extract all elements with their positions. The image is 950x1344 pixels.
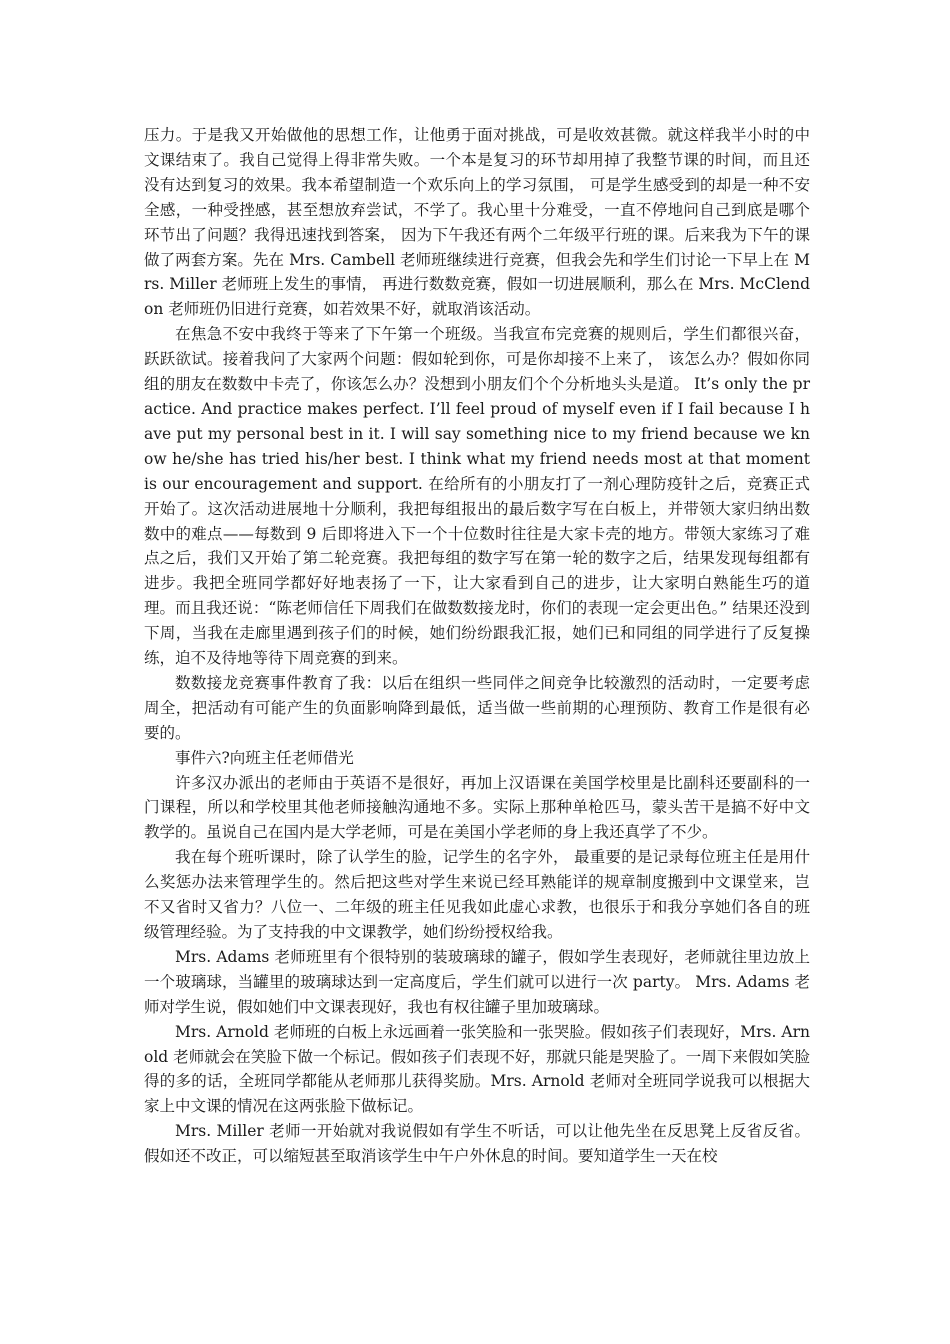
paragraph-2: 在焦急不安中我终于等来了下午第一个班级。当我宣布完竞赛的规则后，学生们都很兴奋，跃跃欲试。接着我问了大家两个问题：假如轮到你，可是你却接不上来了， 该怎么办？假如你同组的朋友在数数中卡壳了，你该怎么办？没想到小朋友们个个分析地头头是道。 It’s only the practice. And practice makes perfect. I’ll feel proud of myself even if I fail because I have put my personal best in it. I will say something nice to my friend because we know he/she has tried his/her best. I think what my friend needs most at that moment is our encouragement and support. 在给所有的小朋友打了一剂心理防疫针之后，竞赛正式开始了。这次活动进展地十分顺利，我把每组报出的最后数字写在白板上，并带领大家归纳出数数中的难点——每数到 9 后即将进入下一个十位数时往往是大家卡壳的地方。带领大家练习了难点之后，我们又开始了第二轮竞赛。我把每组的数字写在第一轮的数字之后，结果发现每组都有进步。我把全班同学都好好地表扬了一下，让大家看到自己的进步，让大家明白熟能生巧的道理。而且我还说：“陈老师信任下周我们在做数数接龙时，你们的表现一定会更出色。” 结果还没到下周，当我在走廊里遇到孩子们的时候，她们纷纷跟我汇报，她们已和同组的同学进行了反复操练，迫不及待地等待下周竞赛的到来。 <box>144 325 810 668</box>
paragraph-4: 许多汉办派出的老师由于英语不是很好，再加上汉语课在美国学校里是比副科还要副科的一门课程，所以和学校里其他老师接触沟通地不多。实际上那种单枪匹马，蒙头苦干是搞不好中文教学的。虽说自己在国内是大学老师，可是在美国小学老师的身上我还真学了不少。 <box>144 773 810 842</box>
paragraph-5: 我在每个班听课时，除了认学生的脸，记学生的名字外， 最重要的是记录每位班主任是用什么奖惩办法来管理学生的。然后把这些对学生来说已经耳熟能详的规章制度搬到中文课堂来，岂不又省时又省力？八位一、二年级的班主任见我如此虚心求教，也很乐于和我分享她们各自的班级管理经验。为了支持我的中文课教学，她们纷纷授权给我。 <box>144 848 810 941</box>
paragraph-6: Mrs. Adams 老师班里有个很特别的装玻璃球的罐子，假如学生表现好，老师就往里边放上一个玻璃球，当罐里的玻璃球达到一定高度后，学生们就可以进行一次 party。 Mrs. Adams 老师对学生说，假如她们中文课表现好，我也有权往罐子里加玻璃球。 <box>144 947 810 1016</box>
paragraph-7: Mrs. Arnold 老师班的白板上永远画着一张笑脸和一张哭脸。假如孩子们表现好，Mrs. Arnold 老师就会在笑脸下做一个标记。假如孩子们表现不好，那就只能是哭脸了。一周下来假如笑脸得的多的话，全班同学都能从老师那儿获得奖励。Mrs. Arnold 老师对全班同学说我可以根据大家上中文课的情况在这两张脸下做标记。 <box>144 1022 810 1116</box>
section-heading: 事件六?向班主任老师借光 <box>175 748 354 767</box>
paragraph-1: 压力。于是我又开始做他的思想工作，让他勇于面对挑战，可是收效甚微。就这样我半小时的中文课结束了。我自己觉得上得非常失败。一个本是复习的环节却用掉了我整节课的时间，而且还没有达到复习的效果。我本希望制造一个欢乐向上的学习氛围， 可是学生感受到的却是一种不安全感，一种受挫感，甚至想放弃尝试，不学了。我心里十分难受，一直不停地问自己到底是哪个环节出了问题？我得迅速找到答案， 因为下午我还有两个二年级平行班的课。后来我为下午的课做了两套方案。先在 Mrs. Cambell 老师班继续进行竞赛，但我会先和学生们讨论一下早上在 Mrs. Miller 老师班上发生的事情， 再进行数数竞赛，假如一切进展顺利，那么在 Mrs. McClendon 老师班仍旧进行竞赛，如若效果不好，就取消该活动。 <box>144 126 810 319</box>
document-body <box>144 123 810 1169</box>
paragraph-8: Mrs. Miller 老师一开始就对我说假如有学生不听话，可以让他先坐在反思凳上反省反省。假如还不改正，可以缩短甚至取消该学生中午户外休息的时间。要知道学生一天在校 <box>144 1122 810 1166</box>
paragraph-3: 数数接龙竞赛事件教育了我：以后在组织一些同伴之间竞争比较激烈的活动时，一定要考虑周全，把活动有可能产生的负面影响降到最低，适当做一些前期的心理预防、教育工作是很有必要的。 <box>144 673 810 742</box>
